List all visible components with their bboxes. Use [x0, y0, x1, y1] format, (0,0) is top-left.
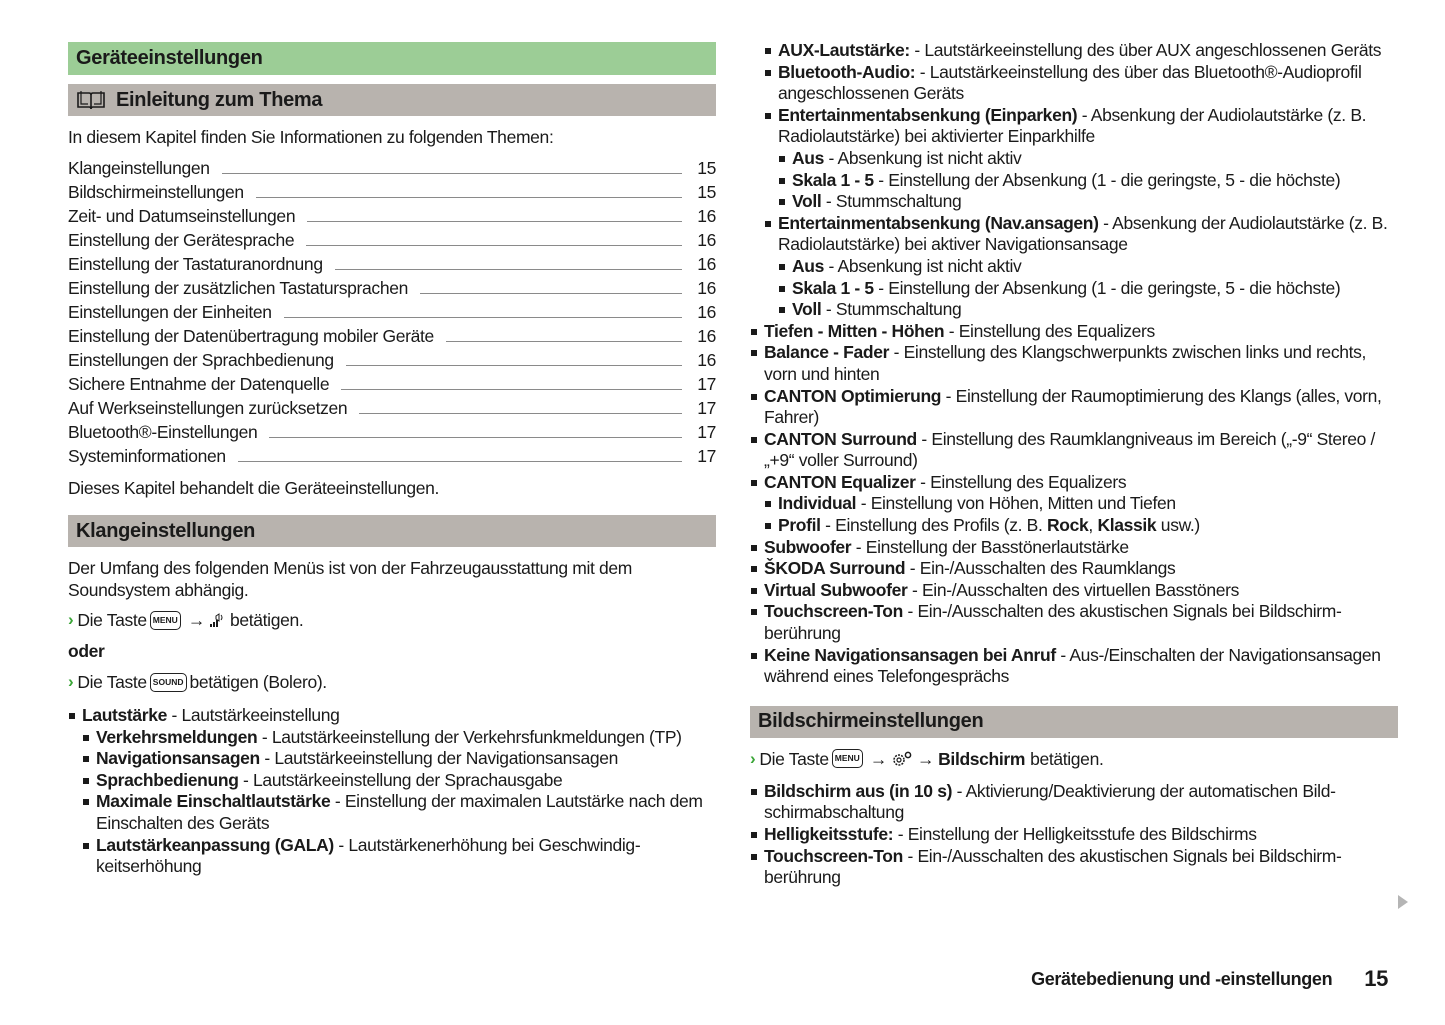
list-item: CANTON Surround - Einstellung des Raumklangniveaus im Bereich („-9“ Stereo / „+9“ voller Surround) — [750, 429, 1398, 472]
chevron-right-icon: › — [750, 748, 756, 768]
intro-header — [68, 84, 716, 116]
list-item: Balance - Fader - Einstellung des Klangschwerpunkts zwischen links und rechts, vorn und hinten — [750, 342, 1398, 385]
display-section-header — [750, 706, 1398, 738]
display-section-title: Bildschirmeinstellungen — [758, 710, 984, 733]
list-item: Verkehrsmeldungen - Lautstärkeeinstellung der Verkehrsfunkmeldungen (TP) — [82, 727, 716, 749]
menu-key-icon: MENU — [832, 749, 863, 768]
arrow-right-icon: → — [869, 748, 887, 769]
list-item: Voll - Stummschaltung — [778, 299, 1398, 321]
chapter-title: Geräteeinstellungen — [68, 42, 716, 75]
chevron-right-icon: › — [68, 672, 74, 691]
sound-key-icon: SOUND — [150, 673, 187, 692]
triangle-right-icon — [1398, 895, 1408, 909]
list-item: Aus - Absenkung ist nicht aktiv — [778, 256, 1398, 278]
list-item: Entertainmentabsenkung (Nav.ansagen) - Absenkung der Audiolautstärke (z. B. Radiolautstärke) bei aktiver Navigationsansage Aus - Absenkung ist nicht aktiv Skala 1 - 5 - Einstellung der Absenkung (1 - die geringste, 5 - die höchste) Voll - Stummschaltung — [764, 213, 1398, 321]
list-item: CANTON Optimierung - Einstellung der Raumoptimierung des Klangs (alles, vorn, Fahrer) — [750, 386, 1398, 429]
leader-line — [269, 437, 682, 438]
sound-options-list — [750, 321, 1398, 688]
toc-entry[interactable]: Einstellungen der Einheiten 16 — [68, 302, 716, 322]
leader-line — [284, 317, 682, 318]
sound-section-title: Klangeinstellungen — [76, 519, 256, 542]
leader-line — [359, 413, 682, 414]
footer-section-title: Gerätebedienung und -einstellungen — [1031, 968, 1333, 989]
toc-entry[interactable]: Bildschirmeinstellungen 15 — [68, 182, 716, 202]
toc-entry[interactable]: Klangeinstellungen 15 — [68, 158, 716, 178]
arrow-right-icon: → — [187, 610, 205, 630]
display-step: › Die Taste MENU → → Bildschirm betätigen. — [750, 748, 1104, 769]
leader-line — [446, 341, 682, 342]
leader-line — [335, 269, 682, 270]
sound-menu-list — [68, 705, 716, 878]
settings-gear-icon — [891, 751, 913, 767]
list-item: ŠKODA Surround - Ein-/Ausschalten des Raumklangs — [750, 558, 1398, 580]
list-item: Aus - Absenkung ist nicht aktiv — [778, 148, 1398, 170]
chevron-right-icon: › — [68, 610, 74, 629]
intro-title: Einleitung zum Thema — [116, 88, 323, 111]
list-item: Keine Navigationsansagen bei Anruf - Aus-/Einschalten der Navigationsansagen während eines Telefongesprächs — [750, 645, 1398, 688]
arrow-right-icon: → — [916, 748, 935, 769]
toc-entry[interactable]: Einstellung der Gerätesprache 16 — [68, 230, 716, 250]
intro-summary: Dieses Kapitel behandelt die Geräteeinstellungen. — [68, 478, 440, 498]
list-item: CANTON Equalizer - Einstellung des Equalizers Individual - Einstellung von Höhen, Mitten und Tiefen Profil - Einstellung des Profils (z. B. Rock, Klassik usw.) — [750, 472, 1398, 537]
list-item: Bildschirm aus (in 10 s) - Aktivierung/Deaktivierung der automatischen Bildschirmabschaltung — [750, 781, 1398, 824]
leader-line — [222, 173, 682, 174]
toc-entry[interactable]: Systeminformationen 17 — [68, 446, 716, 466]
toc-entry[interactable]: Auf Werkseinstellungen zurücksetzen 17 — [68, 398, 716, 418]
toc-entry[interactable]: Zeit- und Datumseinstellungen 16 — [68, 206, 716, 226]
display-options-list — [750, 781, 1398, 889]
list-item: Individual - Einstellung von Höhen, Mitten und Tiefen — [764, 493, 1398, 515]
leader-line — [346, 365, 682, 366]
list-item: Helligkeitsstufe: - Einstellung der Helligkeitsstufe des Bildschirms — [750, 824, 1398, 846]
leader-line — [307, 221, 682, 222]
sound-section-header — [68, 515, 716, 547]
leader-line — [341, 389, 682, 390]
list-item: Entertainmentabsenkung (Einparken) - Absenkung der Audiolautstärke (z. B. Radiolautstärke) bei aktivierter Einparkhilfe Aus - Absenkung ist nicht aktiv Skala 1 - 5 - Einstellung der Absenkung (1 - die geringste, 5 - die höchste) Voll - Stummschaltung — [764, 105, 1398, 213]
list-item: Profil - Einstellung des Profils (z. B. Rock, Klassik usw.) — [764, 515, 1398, 537]
toc-entry[interactable]: Einstellung der Tastaturanordnung 16 — [68, 254, 716, 274]
list-item: Skala 1 - 5 - Einstellung der Absenkung (1 - die geringste, 5 - die höchste) — [778, 170, 1398, 192]
list-item: Touchscreen-Ton - Ein-/Ausschalten des akustischen Signals bei Bildschirmberührung — [750, 601, 1398, 644]
list-item: Tiefen - Mitten - Höhen - Einstellung des Equalizers — [750, 321, 1398, 343]
menu-key-icon: MENU — [150, 611, 181, 630]
left-column — [68, 42, 716, 878]
sub-list — [82, 727, 716, 878]
sound-step-sound-key: › Die Taste SOUND betätigen (Bolero). — [68, 672, 327, 692]
sub-list — [778, 256, 1398, 321]
list-item: Touchscreen-Ton - Ein-/Ausschalten des akustischen Signals bei Bildschirmberührung — [750, 846, 1398, 889]
open-book-icon — [76, 90, 106, 110]
page-footer — [1031, 966, 1388, 992]
sub-list — [764, 493, 1398, 536]
right-column — [750, 40, 1398, 889]
intro-lead: In diesem Kapitel finden Sie Informationen zu folgenden Themen: — [68, 127, 554, 147]
list-item: Voll - Stummschaltung — [778, 191, 1398, 213]
sound-description: Der Umfang des folgenden Menüs ist von der Fahrzeugausstattung mit dem Soundsystem abhängig. — [68, 558, 633, 600]
list-item: Subwoofer - Einstellung der Basstönerlautstärke — [750, 537, 1398, 559]
sound-step-menu: › Die Taste MENU → betätigen. — [68, 610, 304, 630]
list-item: Sprachbedienung - Lautstärkeeinstellung der Sprachausgabe — [82, 770, 716, 792]
toc-entry[interactable]: Einstellungen der Sprachbedienung 16 — [68, 350, 716, 370]
toc-entry[interactable]: Bluetooth®-Einstellungen 17 — [68, 422, 716, 442]
toc-entry[interactable]: Einstellung der Datenübertragung mobiler Geräte 16 — [68, 326, 716, 346]
list-item: Lautstärkeanpassung (GALA) - Lautstärkenerhöhung bei Geschwindigkeitserhöhung — [82, 835, 716, 878]
sound-settings-icon — [209, 612, 225, 628]
toc-entry[interactable]: Sichere Entnahme der Datenquelle 17 — [68, 374, 716, 394]
list-item: AUX-Lautstärke: - Lautstärkeeinstellung des über AUX angeschlossenen Geräts — [764, 40, 1398, 62]
sub-list — [778, 148, 1398, 213]
or-label: oder — [68, 641, 105, 661]
list-item: Bluetooth-Audio: - Lautstärkeeinstellung des über das Bluetooth®-Audioprofil angeschlossenen Geräts — [764, 62, 1398, 105]
toc-entry[interactable]: Einstellung der zusätzlichen Tastatursprachen 16 — [68, 278, 716, 298]
list-item: Navigationsansagen - Lautstärkeeinstellung der Navigationsansagen — [82, 748, 716, 770]
list-item: Lautstärke - Lautstärkeeinstellung Verkehrsmeldungen - Lautstärkeeinstellung der Verkehrsfunkmeldungen (TP) Navigationsansagen - Lautstärkeeinstellung der Navigationsansagen Sprachbedienung - Lautstärkeeinstellung der Sprachausgabe Maximale Einschaltlautstärke - Einstellung der maximalen Lautstärke nach dem Einschalten des Geräts Lautstärkeanpassung (GALA) - Lautstärkenerhöhung bei Geschwindigkeitserhöhung — [68, 705, 716, 878]
leader-line — [238, 461, 682, 462]
table-of-contents — [68, 156, 716, 468]
list-item: Virtual Subwoofer - Ein-/Ausschalten des virtuellen Basstöners — [750, 580, 1398, 602]
page-number: 15 — [1364, 966, 1388, 991]
list-item: Skala 1 - 5 - Einstellung der Absenkung (1 - die geringste, 5 - die höchste) — [778, 278, 1398, 300]
leader-line — [420, 293, 682, 294]
leader-line — [306, 245, 682, 246]
leader-line — [256, 197, 682, 198]
volume-list-continued — [764, 40, 1398, 321]
list-item: Maximale Einschaltlautstärke - Einstellung der maximalen Lautstärke nach dem Einschalten des Geräts — [82, 791, 716, 834]
